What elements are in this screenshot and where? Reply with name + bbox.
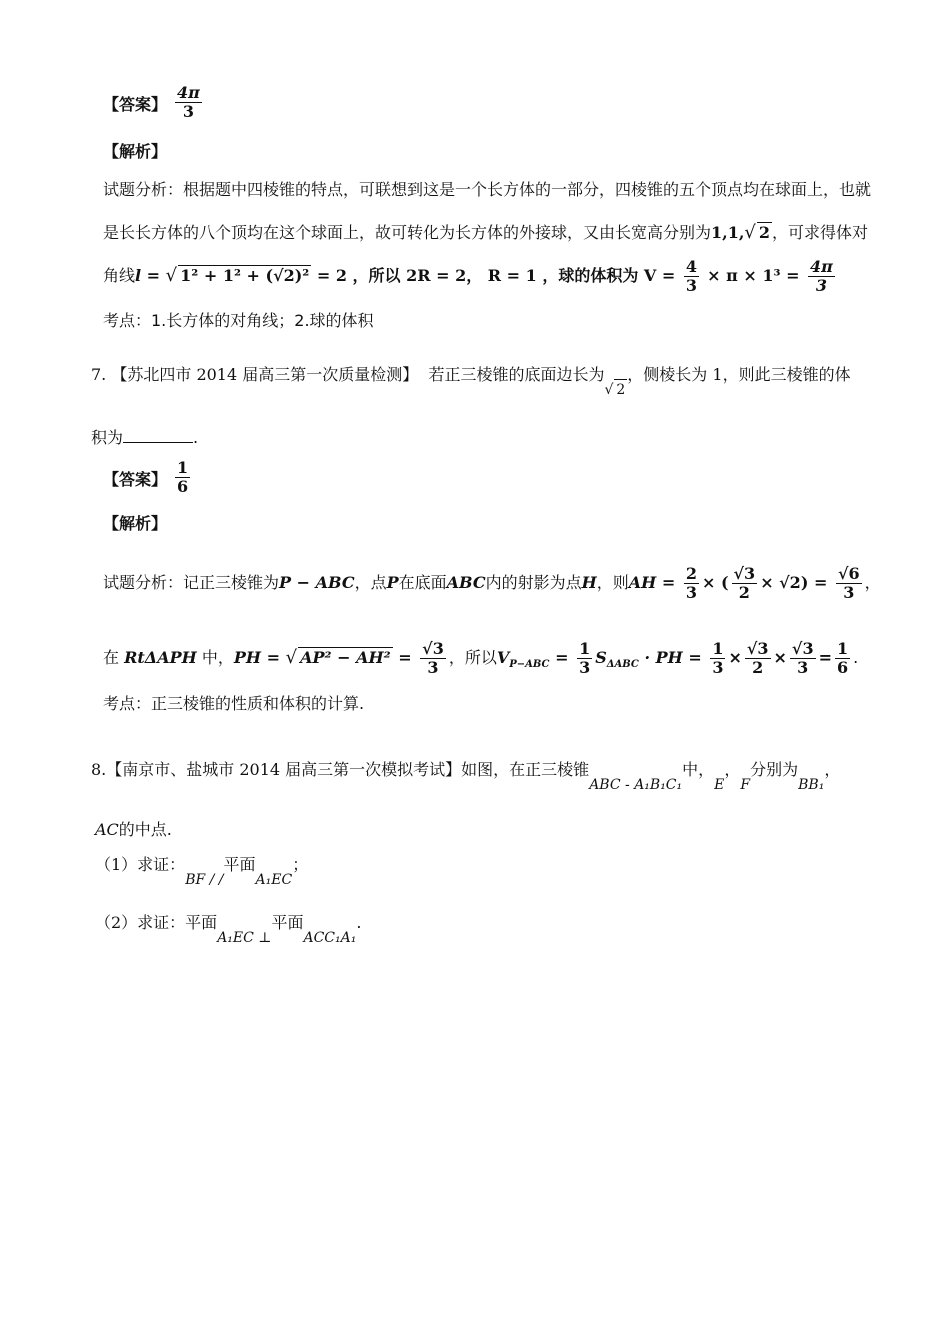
q7-line2: 积为 .: [91, 428, 199, 447]
q6-analysis-line1: 试题分析：根据题中四棱锥的特点，可联想到这是一个长方体的一部分，四棱锥的五个顶点均在球面上，也就: [103, 180, 872, 199]
answer-blank: [123, 428, 193, 443]
q7-answer-label: 【答案】: [103, 470, 168, 489]
q6-analysis-line2: 是长长方体的八个顶均在这个球面上，故可转化为长方体的外接球，又由长宽高分别为1,1,√ 2 ，可求得体对: [103, 222, 869, 243]
q7-analysis-line2: 在 RtΔAPH 中，PH = √ AP² − AH² = $\frac{√3}{3}$ ，所以$V_{P-ABC}$ = $\frac{1}{3}$ $S_{\Delta ABC}$ · PH = $\frac{1}{3}$ × $\frac{√3}{2}$ × $\frac{√3}{3}$ = $\frac{1}{6}$ .: [103, 639, 859, 677]
q7-analysis-label: 【解析】: [103, 514, 168, 533]
q6-answer-value: $\frac{4\pi}{3}$: [177, 83, 200, 121]
q6-kaodian: 考点：1.长方体的对角线；2.球的体积: [103, 311, 374, 330]
q7-analysis-line1: 试题分析：记正三棱锥为P − ABC，点P在底面ABC内的射影为点H，则AH = $\frac{2}{3}$ × ( $\frac{√3}{2}$ × √2) = $\frac{√6}{3}$ ，: [103, 564, 881, 602]
q8-part1: （1）求证：BF / /平面A₁EC；: [95, 855, 309, 888]
q8-line2: AC的中点.: [95, 820, 172, 839]
q8-part2: （2）求证：平面A₁EC ⊥平面ACC₁A₁.: [95, 913, 362, 946]
q7-kaodian: 考点：正三棱锥的性质和体积的计算.: [103, 694, 365, 713]
q8-question: 8.【南京市、盐城市 2014 届高三第一次模拟考试】如图，在正三棱锥ABC - A₁B₁C₁中，E，F分别为BB₁，: [91, 760, 841, 793]
q6-analysis-line3: 角线l = √ 1² + 1² + (√2)² = 2 ，所以 2R = 2， R = 1 ，球的体积为 V = $\frac{4}{3}$ × π × 1³ = $\frac{4\pi}{3}$: [103, 257, 833, 295]
q7-answer-value: $\frac{1}{6}$: [177, 458, 189, 496]
q6-answer-label: 【答案】: [103, 95, 168, 114]
q6-analysis-label: 【解析】: [103, 142, 168, 161]
q7-question: 7. 【苏北四市 2014 届高三第一次质量检测】 若正三棱锥的底面边长为√ 2，侧棱长为 1，则此三棱锥的体: [91, 365, 851, 398]
